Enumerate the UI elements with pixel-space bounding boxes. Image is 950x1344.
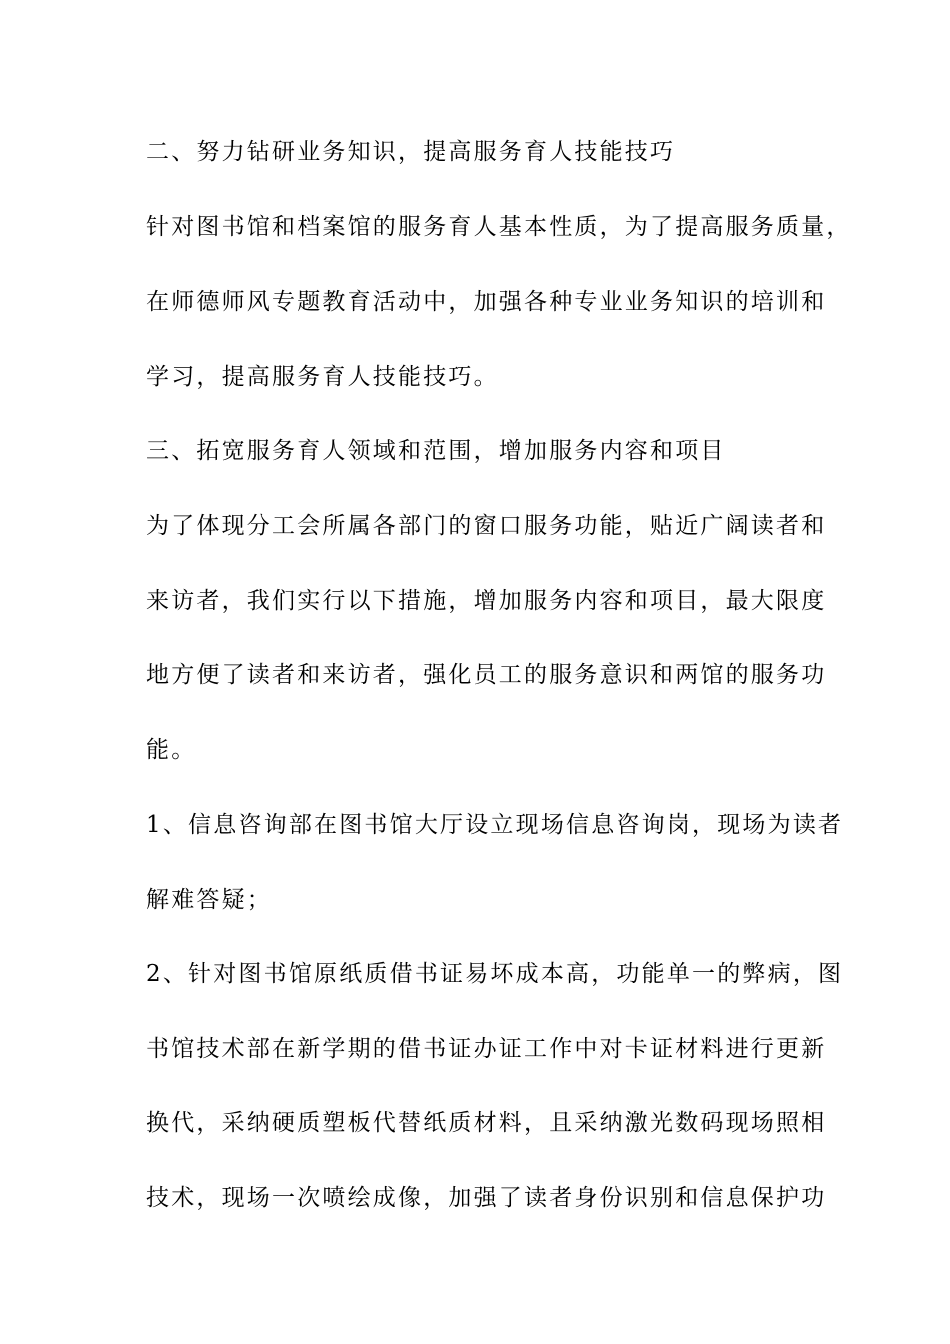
list-item-2: 2、针对图书馆原纸质借书证易坏成本高，功能单一的弊病，图	[146, 961, 844, 987]
text-line: 书馆技术部在新学期的借书证办证工作中对卡证材料进行更新	[146, 1036, 827, 1062]
text-line: 为了体现分工会所属各部门的窗口服务功能，贴近广阔读者和	[146, 513, 827, 539]
text-line: 技术，现场一次喷绘成像，加强了读者身份识别和信息保护功	[146, 1185, 827, 1211]
text-line: 针对图书馆和档案馆的服务育人基本性质，为了提高服务质量，	[146, 214, 852, 240]
text-line: 在师德师风专题教育活动中，加强各种专业业务知识的培训和	[146, 289, 827, 315]
text-line: 来访者，我们实行以下措施，增加服务内容和项目，最大限度	[146, 588, 827, 614]
text-line: 能。	[146, 737, 197, 763]
text-line: 解难答疑；	[146, 887, 272, 913]
list-item-1: 1、信息咨询部在图书馆大厅设立现场信息咨询岗，现场为读者	[146, 812, 844, 838]
text-line: 学习，提高服务育人技能技巧。	[146, 364, 499, 390]
text-line: 换代，采纳硬质塑板代替纸质材料，且采纳激光数码现场照相	[146, 1110, 827, 1136]
text-line: 地方便了读者和来访者，强化员工的服务意识和两馆的服务功	[146, 662, 827, 688]
section-heading-2: 二、努力钻研业务知识，提高服务育人技能技巧	[146, 139, 676, 165]
section-heading-3: 三、拓宽服务育人领域和范围，增加服务内容和项目	[146, 438, 726, 464]
